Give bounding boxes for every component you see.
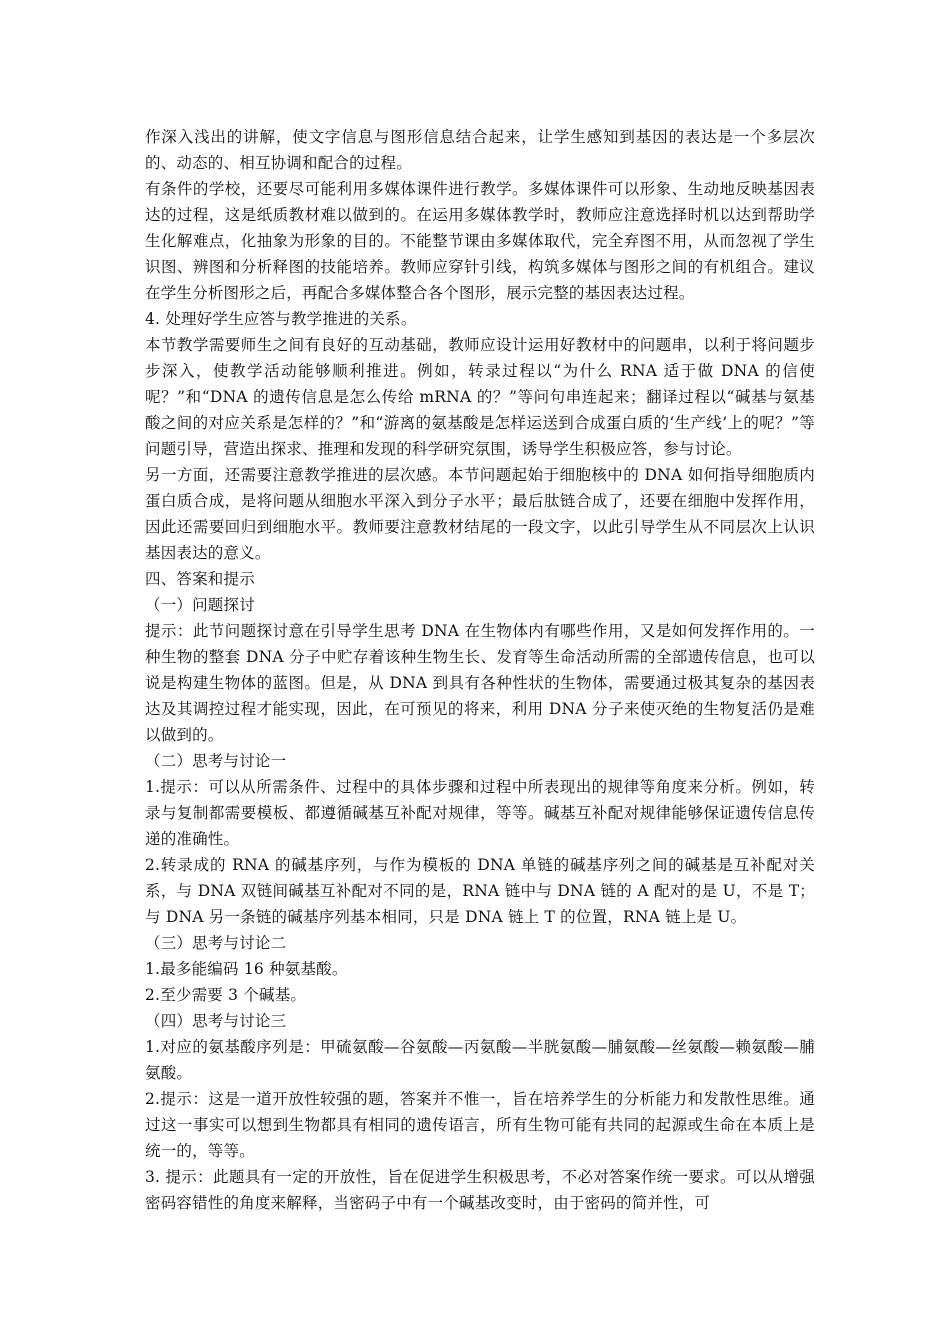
subsection-heading: （三）思考与讨论二 — [145, 934, 287, 952]
section-heading: 四、答案和提示 — [145, 570, 255, 588]
paragraph: 本节教学需要师生之间有良好的互动基础，教师应设计运用好教材中的问题串，以利于将问题步步深入，使教学活动能够顺利推进。例如，转录过程以“为什么 RNA 适于做 DNA 的信使呢？”和“DNA 的遗传信息是怎么传给 mRNA 的？”等问句串连起来；翻译过程以“碱基与氨基酸之间的对应关系是怎样的？”和“游离的氨基酸是怎样运送到合成蛋白质的‘生产线’上的呢？”等问题引导，营造出探求、推理和发现的科学研究氛围，诱导学生积极应答，参与讨论。 — [145, 336, 815, 458]
paragraph: 2.至少需要 3 个碱基。 — [145, 986, 307, 1004]
paragraph: 1.提示：可以从所需条件、过程中的具体步骤和过程中所表现出的规律等角度来分析。例如，转录与复制都需要模板、都遵循碱基互补配对规律，等等。碱基互补配对规律能够保证遗传信息传递的准确性。 — [145, 778, 815, 848]
section-item-heading: 4. 处理好学生应答与教学推进的关系。 — [145, 310, 417, 328]
paragraph: 2.转录成的 RNA 的碱基序列，与作为模板的 DNA 单链的碱基序列之间的碱基是互补配对关系，与 DNA 双链间碱基互补配对不同的是，RNA 链中与 DNA 链的 A 配对的是 U，不是 T；与 DNA 另一条链的碱基序列基本相同，只是 DNA 链上 T 的位置，RNA 链上是 U。 — [145, 856, 815, 926]
subsection-heading: （一）问题探讨 — [145, 596, 255, 614]
subsection-heading: （二）思考与讨论一 — [145, 752, 287, 770]
paragraph: 有条件的学校，还要尽可能利用多媒体课件进行教学。多媒体课件可以形象、生动地反映基因表达的过程，这是纸质教材难以做到的。在运用多媒体教学时，教师应注意选择时机以达到帮助学生化解难点，化抽象为形象的目的。不能整节课由多媒体取代，完全弃图不用，从而忽视了学生识图、辨图和分析释图的技能培养。教师应穿针引线，构筑多媒体与图形之间的有机组合。建议在学生分析图形之后，再配合多媒体整合各个图形，展示完整的基因表达过程。 — [145, 180, 815, 302]
paragraph: 1.对应的氨基酸序列是：甲硫氨酸—谷氨酸—丙氨酸—半胱氨酸—脯氨酸—丝氨酸—赖氨酸—脯氨酸。 — [145, 1038, 815, 1082]
paragraph: 1.最多能编码 16 种氨基酸。 — [145, 960, 348, 978]
paragraph: 2.提示：这是一道开放性较强的题，答案并不惟一，旨在培养学生的分析能力和发散性思维。通过这一事实可以想到生物都具有相同的遗传语言，所有生物可能有共同的起源或生命在本质上是统一的，等等。 — [145, 1090, 815, 1160]
paragraph: 3. 提示：此题具有一定的开放性，旨在促进学生积极思考，不必对答案作统一要求。可以从增强密码容错性的角度来解释，当密码子中有一个碱基改变时，由于密码的简并性，可 — [145, 1168, 815, 1212]
paragraph: 另一方面，还需要注意教学推进的层次感。本节问题起始于细胞核中的 DNA 如何指导细胞质内蛋白质合成，是将问题从细胞水平深入到分子水平；最后肽链合成了，还要在细胞中发挥作用，因此还需要回归到细胞水平。教师要注意教材结尾的一段文字，以此引导学生从不同层次上认识基因表达的意义。 — [145, 466, 815, 562]
subsection-heading: （四）思考与讨论三 — [145, 1012, 287, 1030]
paragraph: 作深入浅出的讲解，使文字信息与图形信息结合起来，让学生感知到基因的表达是一个多层次的、动态的、相互协调和配合的过程。 — [145, 128, 815, 172]
paragraph: 提示：此节问题探讨意在引导学生思考 DNA 在生物体内有哪些作用，又是如何发挥作用的。一种生物的整套 DNA 分子中贮存着该种生物生长、发育等生命活动所需的全部遗传信息，也可以说是构建生物体的蓝图。但是，从 DNA 到具有各种性状的生物体，需要通过极其复杂的基因表达及其调控过程才能实现，因此，在可预见的将来，利用 DNA 分子来使灭绝的生物复活仍是难以做到的。 — [145, 622, 815, 744]
document-body — [145, 124, 815, 1216]
